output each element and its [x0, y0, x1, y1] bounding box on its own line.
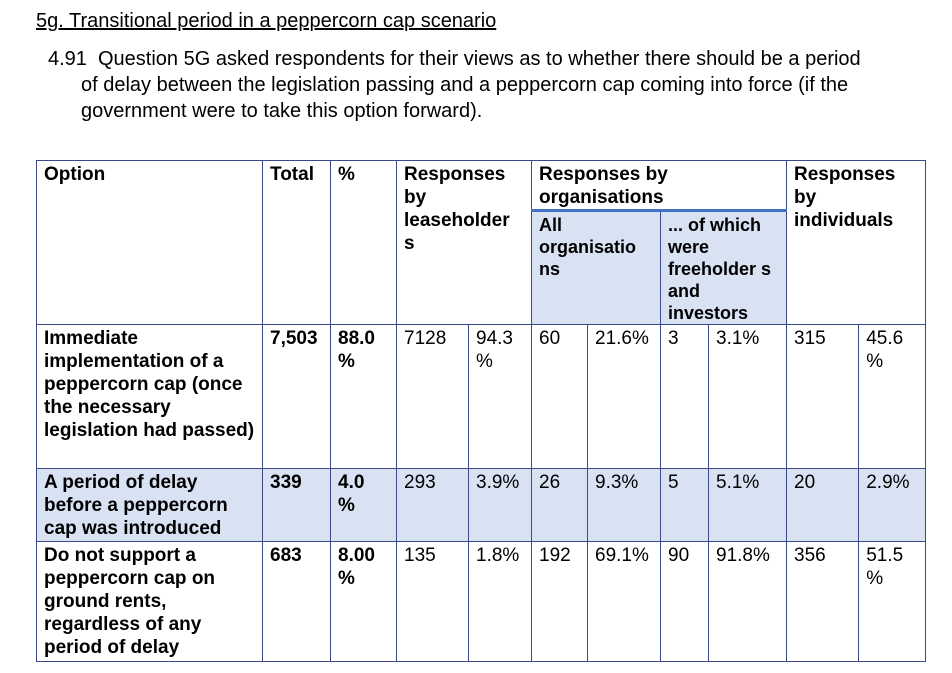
header-freeholders: ... of which were freeholder s and investors: [661, 211, 787, 325]
header-option: Option: [37, 161, 263, 325]
row-option: A period of delay before a peppercorn cap was introduced: [37, 469, 263, 542]
row-total: 7,503: [263, 325, 331, 469]
row-option: Immediate implementation of a peppercorn cap (once the necessary legislation had passed): [37, 325, 263, 469]
row-individuals-percent: 51.5 %: [859, 542, 926, 662]
row-freeholders-percent: 5.1%: [709, 469, 787, 542]
row-total: 683: [263, 542, 331, 662]
row-leaseholders-count: 7128: [397, 325, 469, 469]
table-row: [37, 325, 926, 469]
row-organisations-percent: 9.3%: [588, 469, 661, 542]
paragraph: [48, 46, 908, 124]
header-leaseholders: Responses by leaseholder s: [397, 161, 532, 325]
row-percent: 4.0 %: [331, 469, 397, 542]
row-leaseholders-count: 135: [397, 542, 469, 662]
section-heading: 5g. Transitional period in a peppercorn cap scenario: [36, 10, 497, 32]
paragraph-line-3: government were to take this option forward).: [81, 100, 483, 122]
header-all-organisations: All organisatio ns: [532, 211, 661, 325]
header-organisations: Responses by organisations: [532, 161, 787, 211]
row-individuals-count: 315: [787, 325, 859, 469]
row-leaseholders-percent: 1.8%: [469, 542, 532, 662]
row-organisations-percent: 69.1%: [588, 542, 661, 662]
row-organisations-percent: 21.6%: [588, 325, 661, 469]
paragraph-line-1: Question 5G asked respondents for their views as to whether there should be a period: [98, 48, 861, 70]
row-organisations-count: 192: [532, 542, 588, 662]
row-individuals-percent: 45.6 %: [859, 325, 926, 469]
row-freeholders-percent: 91.8%: [709, 542, 787, 662]
row-individuals-percent: 2.9%: [859, 469, 926, 542]
row-organisations-count: 60: [532, 325, 588, 469]
paragraph-line-2: of delay between the legislation passing and a peppercorn cap coming into force (if the: [81, 74, 849, 96]
row-leaseholders-count: 293: [397, 469, 469, 542]
row-leaseholders-percent: 3.9%: [469, 469, 532, 542]
responses-table: [36, 160, 926, 662]
row-total: 339: [263, 469, 331, 542]
table-row: [37, 469, 926, 542]
header-percent: %: [331, 161, 397, 325]
row-individuals-count: 356: [787, 542, 859, 662]
header-individuals: Responses by individuals: [787, 161, 926, 325]
row-freeholders-count: 90: [661, 542, 709, 662]
row-individuals-count: 20: [787, 469, 859, 542]
row-leaseholders-percent: 94.3 %: [469, 325, 532, 469]
row-freeholders-percent: 3.1%: [709, 325, 787, 469]
row-freeholders-count: 3: [661, 325, 709, 469]
row-organisations-count: 26: [532, 469, 588, 542]
paragraph-number: 4.91: [48, 48, 87, 70]
row-percent: 8.00 %: [331, 542, 397, 662]
row-freeholders-count: 5: [661, 469, 709, 542]
row-percent: 88.0 %: [331, 325, 397, 469]
table-row: [37, 542, 926, 662]
row-option: Do not support a peppercorn cap on ground rents, regardless of any period of delay: [37, 542, 263, 662]
header-total: Total: [263, 161, 331, 325]
